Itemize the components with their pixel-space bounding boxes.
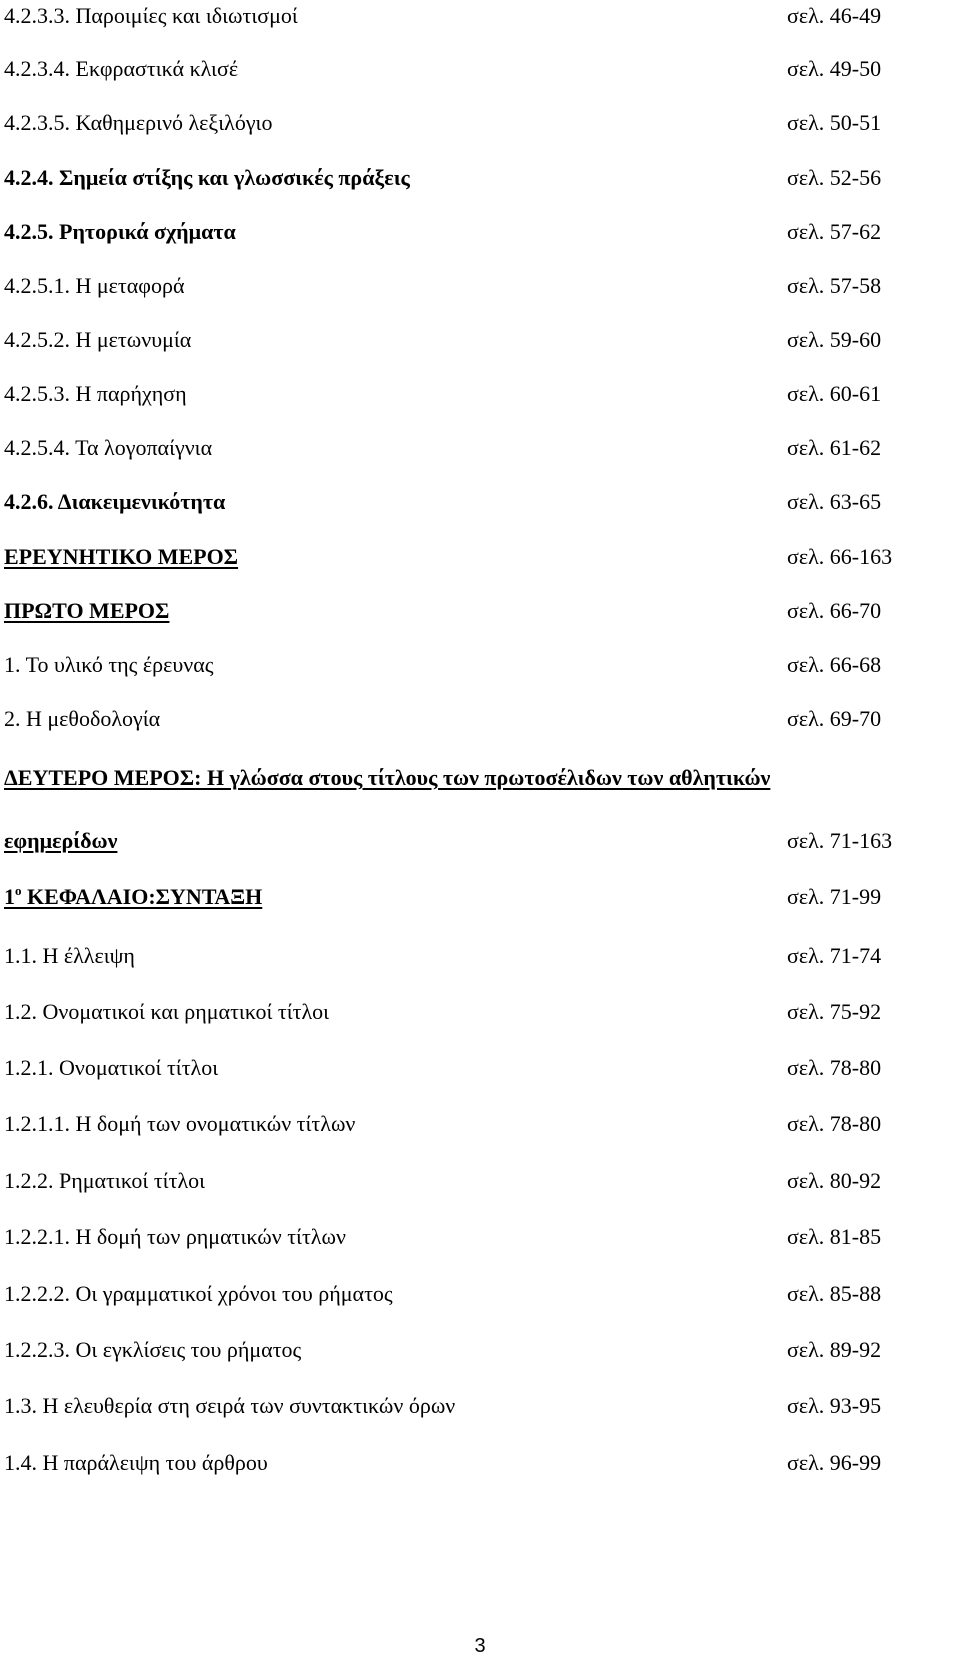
toc-entry-pages: σελ. 96-99 [787,1450,882,1475]
toc-entry-pages: σελ. 63-65 [787,489,882,514]
toc-entry-pages: σελ. 57-62 [787,219,882,244]
toc-entry-pages: σελ. 71-99 [787,884,882,909]
toc-entry-label: 4.2.5.1. Η μεταφορά [4,273,185,298]
toc-entry-pages: σελ. 71-74 [787,943,882,968]
toc-entry [0,0,960,32]
chapter-number: 1 [4,884,15,909]
toc-entry-label: 4.2.6. Διακειμενικότητα [4,489,226,514]
toc-entry [0,1334,960,1366]
toc-entry-label: 1.1. Η έλλειψη [4,943,135,968]
toc-entry-pages: σελ. 78-80 [787,1111,882,1136]
toc-entry-label: 1.2.1. Ονοματικοί τίτλοι [4,1055,219,1080]
toc-entry-pages: σελ. 66-68 [787,652,882,677]
toc-entry [0,378,960,410]
toc-entry-label: 1.2. Ονοματικοί και ρηματικοί τίτλοι [4,999,330,1024]
toc-entry-pages: σελ. 66-70 [787,598,882,623]
toc-entry [0,1447,960,1479]
toc-entry-label: 4.2.3.3. Παροιμίες και ιδιωτισμοί [4,3,298,28]
toc-entry-pages: σελ. 85-88 [787,1281,882,1306]
toc-entry [0,996,960,1028]
toc-entry [0,324,960,356]
toc-entry-label: 1. Το υλικό της έρευνας [4,652,214,677]
toc-entry-label: ΠΡΩΤΟ ΜΕΡΟΣ [4,598,170,623]
toc-entry [0,940,960,972]
toc-entry-label: 1.2.2. Ρηματικοί τίτλοι [4,1168,206,1193]
toc-entry-pages: σελ. 59-60 [787,327,882,352]
toc-entry-label: 4.2.5. Ρητορικά σχήματα [4,219,236,244]
toc-part-two-heading-line2: εφημερίδων [4,828,118,853]
toc-entry-pages: σελ. 61-62 [787,435,882,460]
toc-entry [0,1278,960,1310]
page-number: 3 [474,1635,486,1657]
toc-entry-label: 1.2.2.2. Οι γραμματικοί χρόνοι του ρήματος [4,1281,393,1306]
toc-entry-pages: σελ. 71-163 [787,828,893,853]
toc-entry [0,432,960,464]
toc-entry-pages: σελ. 66-163 [787,544,893,569]
toc-section-heading [0,541,960,573]
toc-entry-label: 4.2.5.4. Τα λογοπαίγνια [4,435,213,460]
toc-entry [0,486,960,518]
toc-entry-label: 1.2.1.1. Η δομή των ονοματικών τίτλων [4,1111,356,1136]
toc-entry-pages: σελ. 75-92 [787,999,882,1024]
toc-entry [0,1165,960,1197]
toc-section-heading [0,595,960,627]
toc-entry-pages: σελ. 52-56 [787,165,882,190]
toc-entry [0,216,960,248]
toc-entry-label: 2. Η μεθοδολογία [4,706,161,731]
toc-chapter-label [4,881,262,913]
toc-entry-label: 1.4. Η παράλειψη του άρθρου [4,1450,268,1475]
toc-chapter-heading [0,881,960,913]
toc-entry [0,1052,960,1084]
toc-entry-pages: σελ. 69-70 [787,706,882,731]
toc-entry-pages: σελ. 57-58 [787,273,882,298]
toc-entry [0,649,960,681]
toc-part-two-heading-line1: ΔΕΥΤΕΡΟ ΜΕΡΟΣ: Η γλώσσα στους τίτλους των πρωτοσέλιδων των αθλητικών [4,765,771,790]
toc-entry [0,703,960,735]
toc-entry-pages: σελ. 89-92 [787,1337,882,1362]
toc-entry-label: 4.2.5.2. Η μετωνυμία [4,327,192,352]
toc-entry [0,1390,960,1422]
toc-entry-label: 1.2.2.1. Η δομή των ρηματικών τίτλων [4,1224,346,1249]
toc-entry-label: 4.2.4. Σημεία στίξης και γλωσσικές πράξεις [4,165,410,190]
toc-entry-pages: σελ. 50-51 [787,110,882,135]
toc-entry [0,53,960,85]
toc-entry [0,1108,960,1140]
toc-entry-label: 1.3. Η ελευθερία στη σειρά των συντακτικών όρων [4,1393,456,1418]
toc-entry-pages: σελ. 78-80 [787,1055,882,1080]
toc-entry-pages: σελ. 93-95 [787,1393,882,1418]
toc-entry-pages: σελ. 81-85 [787,1224,882,1249]
toc-entry-label: 1.2.2.3. Οι εγκλίσεις του ρήματος [4,1337,302,1362]
chapter-ordinal-superscript: ο [15,882,22,898]
toc-entry-label: ΕΡΕΥΝΗΤΙΚΟ ΜΕΡΟΣ [4,544,239,569]
toc-entry-pages: σελ. 80-92 [787,1168,882,1193]
toc-entry [0,1221,960,1253]
toc-entry-label: 4.2.3.4. Εκφραστικά κλισέ [4,56,239,81]
toc-entry-pages: σελ. 46-49 [787,3,882,28]
toc-entry-label: 4.2.3.5. Καθημερινό λεξιλόγιο [4,110,273,135]
toc-entry-pages: σελ. 60-61 [787,381,882,406]
toc-entry-label: 4.2.5.3. Η παρήχηση [4,381,187,406]
toc-entry [0,107,960,139]
chapter-title: ΚΕΦΑΛΑΙΟ:ΣΥΝΤΑΞΗ [21,884,263,909]
toc-entry [0,162,960,194]
toc-entry [0,270,960,302]
toc-entry-pages: σελ. 49-50 [787,56,882,81]
toc-part-two-heading [0,825,960,857]
